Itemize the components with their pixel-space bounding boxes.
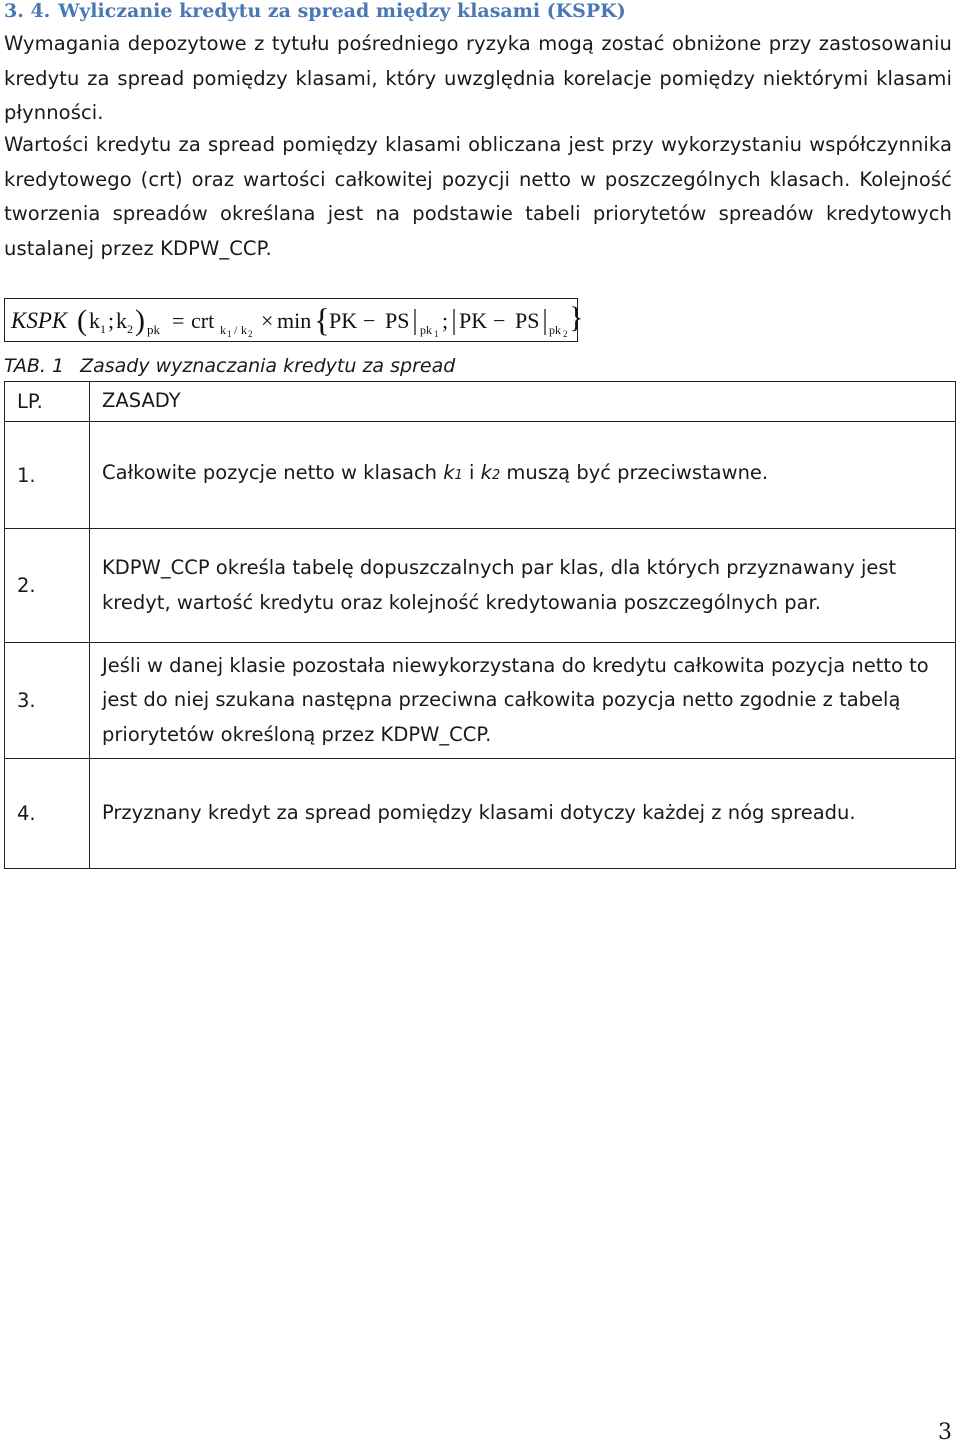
formula-close-brace: } [569, 301, 584, 334]
formula-close-paren: ) [135, 304, 145, 337]
row-number: 2. [5, 529, 90, 643]
formula-open-brace: { [314, 303, 330, 339]
rule-1-k2-sub: 2 [491, 468, 501, 484]
table-caption-number: TAB. 1 [4, 355, 65, 377]
page-number: 3 [938, 1420, 952, 1445]
formula-crt-sub-2: 2 [248, 329, 253, 339]
formula-ps-a: PS [385, 308, 410, 333]
method-paragraph: Wartości kredytu za spread pomiędzy klasami obliczana jest przy wykorzystaniu współczynnika kredytowego (crt) oraz wartości całkowitej pozycji netto w poszczególnych klasach. Kolejność tworzenia spreadów określana jest na podstawie tabeli priorytetów spreadów kredytowych ustalanej przez KDPW_CCP. [4, 133, 952, 260]
formula-crt-sub-k1: k [220, 323, 226, 337]
header-lp: LP. [5, 382, 90, 422]
formula-crt-slash: / [234, 323, 238, 337]
formula-pk-b: PK [459, 308, 488, 333]
formula-k2: k [116, 308, 127, 333]
rule-1-k2: k [480, 461, 492, 485]
rule-1-post: muszą być przeciwstawne. [500, 461, 769, 485]
formula-pk-a: PK [329, 308, 358, 333]
kspk-formula [4, 298, 584, 342]
formula-pk1: pk [420, 323, 432, 337]
formula-pk1-sub: 1 [434, 329, 439, 339]
formula-crt: crt [191, 308, 215, 333]
rule-1-k1: k [443, 461, 455, 485]
row-number: 1. [5, 422, 90, 529]
row-rule: Przyznany kredyt za spread pomiędzy klasami dotyczy każdej z nóg spreadu. [90, 759, 956, 869]
rule-1-mid: i [462, 461, 481, 485]
formula-k2-sub: 2 [127, 322, 133, 336]
section-title: Wyliczanie kredytu za spread między klasami (KSPK) [58, 0, 626, 22]
row-rule [90, 422, 956, 529]
table-caption-text: Zasady wyznaczania kredytu za spread [80, 355, 456, 377]
row-number: 4. [5, 759, 90, 869]
rule-1-k1-sub: 1 [454, 468, 463, 484]
intro-paragraph: Wymagania depozytowe z tytułu pośredniego ryzyka mogą zostać obniżone przy zastosowaniu kredytu za spread pomiędzy klasami, który uwzględnia korelacje pomiędzy niektórymi klasami płynności. [4, 32, 952, 124]
section-heading [4, 0, 626, 22]
formula-crt-sub-1: 1 [227, 329, 232, 339]
formula-kspk: KSPK [11, 308, 68, 333]
table-row [5, 759, 956, 869]
formula-times: × [261, 308, 274, 333]
formula-pk-sub: pk [147, 322, 160, 337]
table-header-row [5, 382, 956, 422]
formula-minus-a: − [363, 308, 376, 333]
section-number: 3. 4. [4, 0, 51, 22]
formula-pk2: pk [549, 323, 561, 337]
row-number: 3. [5, 643, 90, 759]
table-caption [4, 355, 455, 377]
formula-k1-sub: 1 [100, 322, 106, 336]
formula-equals: = [172, 308, 185, 333]
formula-crt-sub-k2: k [241, 323, 247, 337]
formula-ps-b: PS [515, 308, 540, 333]
rules-table [4, 381, 956, 869]
row-rule: KDPW_CCP określa tabelę dopuszczalnych par klas, dla których przyznawany jest kredyt, wartość kredytu oraz kolejność kredytowania poszczególnych par. [90, 529, 956, 643]
formula-open-paren: ( [77, 304, 87, 337]
table-row [5, 529, 956, 643]
rule-1-pre: Całkowite pozycje netto w klasach [102, 461, 444, 485]
formula-pk2-sub: 2 [563, 329, 568, 339]
formula-k1: k [89, 308, 100, 333]
formula-semicolon: ; [108, 308, 115, 333]
header-rules: ZASADY [90, 382, 956, 422]
row-rule: Jeśli w danej klasie pozostała niewykorzystana do kredytu całkowita pozycja netto to jest do niej szukana następna przeciwna całkowita pozycja netto zgodnie z tabelą priorytetów określoną przez KDPW_CCP. [90, 643, 956, 759]
formula-minus-b: − [493, 308, 506, 333]
formula-semicolon-2: ; [442, 308, 449, 333]
table-row [5, 643, 956, 759]
table-row [5, 422, 956, 529]
formula-min: min [277, 308, 312, 333]
formula-graphic [5, 299, 584, 343]
